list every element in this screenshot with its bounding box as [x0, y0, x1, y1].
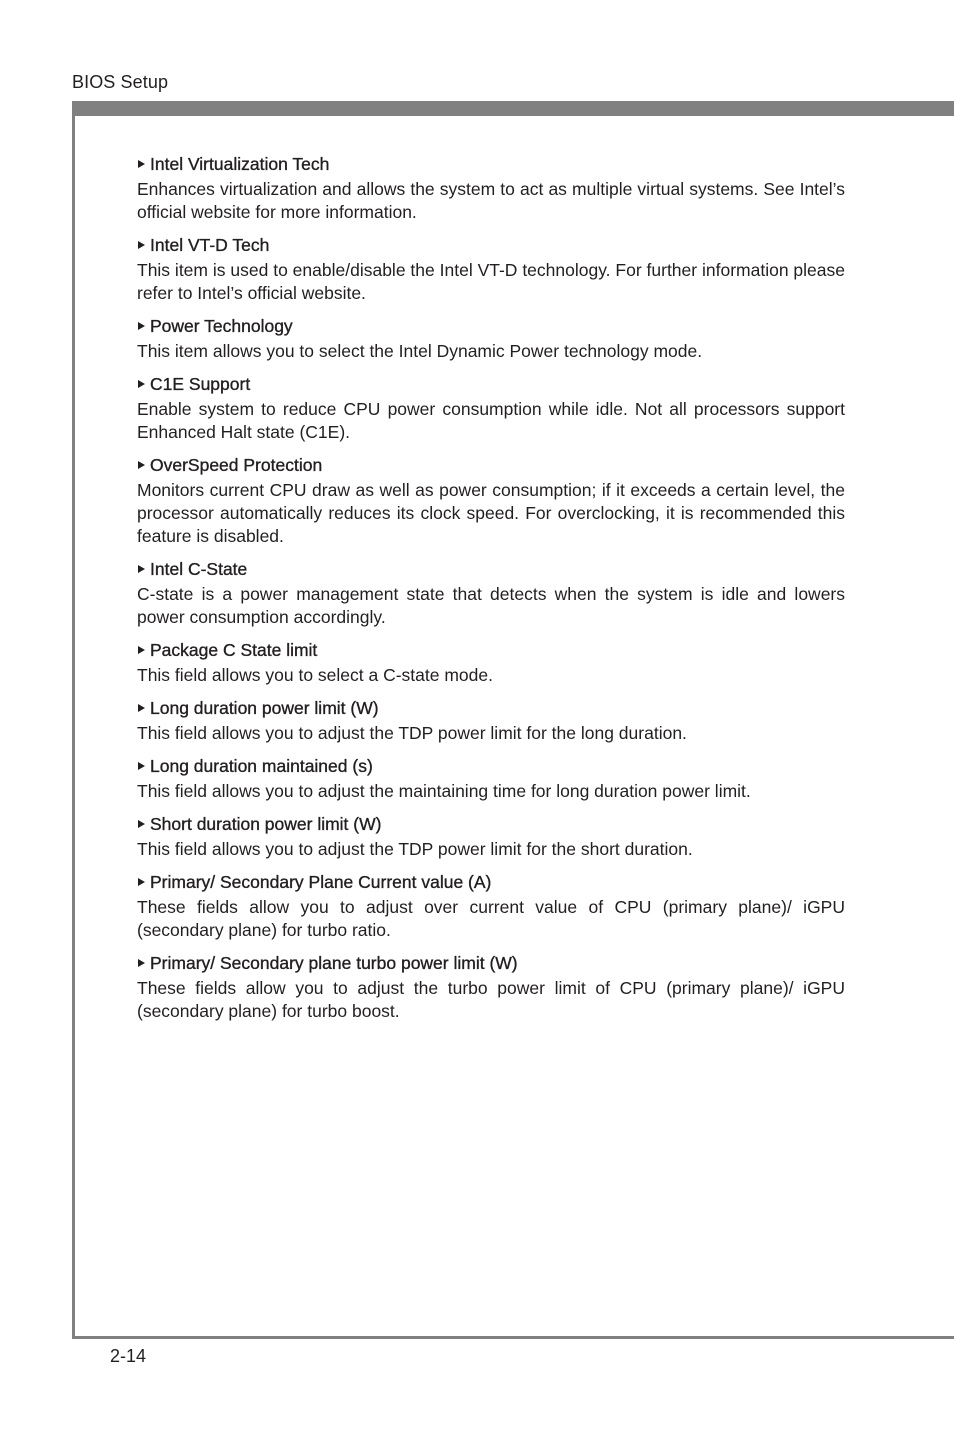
- bios-item-title: [137, 314, 845, 338]
- bios-item: [137, 870, 845, 942]
- header-bar: [72, 101, 954, 116]
- bios-item-title-text: Intel Virtualization Tech: [150, 154, 330, 174]
- bios-item-title-text: Long duration power limit (W): [150, 698, 379, 718]
- bios-item-title: [137, 233, 845, 257]
- bios-item-title: [137, 812, 845, 836]
- bios-item-title-text: Short duration power limit (W): [150, 814, 382, 834]
- bios-item-description: This field allows you to select a C-state mode.: [137, 665, 493, 685]
- bios-item-description: Enable system to reduce CPU power consumption while idle. Not all processors support Enhanced Halt state (C1E).: [137, 399, 845, 442]
- triangle-right-icon: [138, 820, 145, 828]
- triangle-right-icon: [138, 878, 145, 886]
- page-number: 2-14: [110, 1346, 147, 1366]
- bios-item-title: [137, 951, 845, 975]
- triangle-right-icon: [138, 762, 145, 770]
- bios-item: [137, 754, 845, 803]
- triangle-right-icon: [138, 160, 145, 168]
- bios-item-title-text: Package C State limit: [150, 640, 318, 660]
- triangle-right-icon: [138, 380, 145, 388]
- bios-item-title-text: Power Technology: [150, 316, 293, 336]
- triangle-right-icon: [138, 646, 145, 654]
- bios-item-title: [137, 557, 845, 581]
- bios-item-title-text: Primary/ Secondary plane turbo power limit (W): [150, 953, 518, 973]
- triangle-right-icon: [138, 241, 145, 249]
- triangle-right-icon: [138, 461, 145, 469]
- bios-item-title-text: Intel VT-D Tech: [150, 235, 270, 255]
- bios-item-title-text: Intel C-State: [150, 559, 248, 579]
- bios-item: [137, 152, 845, 224]
- bios-item-title-text: OverSpeed Protection: [150, 455, 323, 475]
- bios-item-description: This item is used to enable/disable the Intel VT-D technology. For further information please refer to Intel’s official website.: [137, 260, 845, 303]
- triangle-right-icon: [138, 565, 145, 573]
- bios-item: [137, 314, 845, 363]
- bios-item-title-text: C1E Support: [150, 374, 251, 394]
- bios-item: [137, 372, 845, 444]
- bios-item-title-text: Primary/ Secondary Plane Current value (A): [150, 872, 492, 892]
- triangle-right-icon: [138, 959, 145, 967]
- bios-item-title: [137, 696, 845, 720]
- bios-item: [137, 638, 845, 687]
- bios-item-description: This field allows you to adjust the TDP power limit for the short duration.: [137, 839, 693, 859]
- triangle-right-icon: [138, 322, 145, 330]
- bottom-border-rule: [72, 1336, 954, 1339]
- bios-item-description: Monitors current CPU draw as well as power consumption; if it exceeds a certain level, the processor automatically reduces its clock speed. For overclocking, it is recommended this feature is disabled.: [137, 480, 845, 546]
- bios-item-title: [137, 870, 845, 894]
- bios-item: [137, 453, 845, 548]
- bios-item-description: These fields allow you to adjust over current value of CPU (primary plane)/ iGPU (secondary plane) for turbo ratio.: [137, 897, 845, 940]
- section-header: BIOS Setup: [72, 72, 169, 92]
- bios-item-description: Enhances virtualization and allows the system to act as multiple virtual systems. See Intel’s official website for more information.: [137, 179, 845, 222]
- bios-item: [137, 696, 845, 745]
- bios-item-title: [137, 152, 845, 176]
- bios-item: [137, 951, 845, 1023]
- bios-item-description: C-state is a power management state that detects when the system is idle and lowers power consumption accordingly.: [137, 584, 845, 627]
- bios-item: [137, 557, 845, 629]
- left-border-rule: [72, 101, 75, 1338]
- bios-item-title-text: Long duration maintained (s): [150, 756, 373, 776]
- bios-item-title: [137, 453, 845, 477]
- bios-item-title: [137, 372, 845, 396]
- triangle-right-icon: [138, 704, 145, 712]
- bios-item: [137, 233, 845, 305]
- bios-item: [137, 812, 845, 861]
- bios-item-title: [137, 638, 845, 662]
- bios-item-title: [137, 754, 845, 778]
- bios-item-description: This field allows you to adjust the TDP power limit for the long duration.: [137, 723, 687, 743]
- bios-item-description: These fields allow you to adjust the turbo power limit of CPU (primary plane)/ iGPU (secondary plane) for turbo boost.: [137, 978, 845, 1021]
- bios-item-description: This field allows you to adjust the maintaining time for long duration power limit.: [137, 781, 751, 801]
- bios-item-description: This item allows you to select the Intel Dynamic Power technology mode.: [137, 341, 703, 361]
- bios-item-list: [137, 152, 845, 1032]
